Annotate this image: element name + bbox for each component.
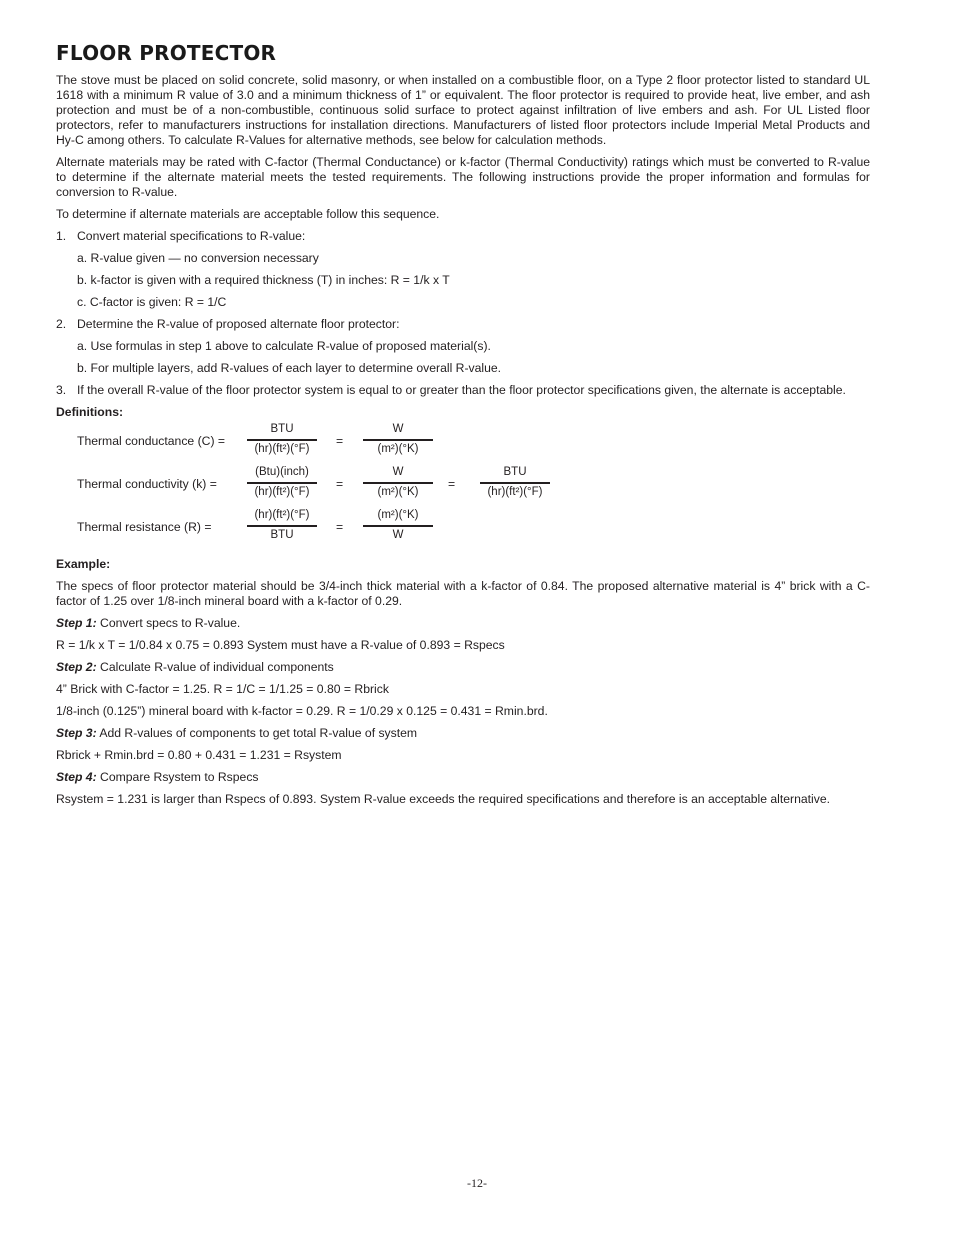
list-item <box>56 229 870 244</box>
list-number: 3. <box>56 383 67 397</box>
document-page <box>56 38 870 807</box>
definition-row <box>56 422 870 465</box>
page-number: -12- <box>467 1176 487 1190</box>
sub-item: b. For multiple layers, add R-values of each layer to determine overall R-value. <box>77 361 502 375</box>
equals-sign: = <box>448 477 456 491</box>
intro-paragraph-1: The stove must be placed on solid concrete, solid masonry, or when installed on a combustible floor, on a Type 2 floor protector listed to standard UL 1618 with a minimum R value of 3.0 and a minimum thickness of 1” or equivalent. The floor protector is required to provide heat, live ember, and ash protection and must be of a non-combustible, continuous solid surface to protect against infiltration of live embers and ash. For UL Listed floor protectors, refer to manufacturers instructions for installation directions. Manufacturers of listed floor protectors include Imperial Metal Products and Hy-C among others. To calculate R-Values for alternative methods, see below for calculation methods. <box>56 73 870 147</box>
step-3: Step 3: Add R-values of components to get total R-value of system <box>56 726 418 740</box>
fraction <box>247 465 317 500</box>
definitions-heading: Definitions: <box>56 405 124 419</box>
page-title: FLOOR PROTECTOR <box>56 41 277 65</box>
step-label: Step 1: <box>56 616 97 630</box>
equals-sign: = <box>336 520 344 534</box>
list-text: Determine the R-value of proposed alternate floor protector: <box>77 317 400 331</box>
fraction <box>363 422 433 457</box>
step-label: Step 2: <box>56 660 97 674</box>
sub-item: c. C-factor is given: R = 1/C <box>77 295 227 309</box>
denominator: BTU <box>270 529 294 541</box>
denominator: W <box>392 529 404 541</box>
numerator: (hr)(ft²)(°F) <box>247 508 317 527</box>
list-text: Convert material specifications to R-value: <box>77 229 306 243</box>
fraction <box>247 422 317 457</box>
list-number: 1. <box>56 229 67 243</box>
list-number: 2. <box>56 317 67 331</box>
numerator: (m²)(°K) <box>363 508 433 527</box>
numerator: (Btu)(inch) <box>247 465 317 484</box>
sub-item: a. R-value given — no conversion necessary <box>77 251 319 265</box>
example-text: The specs of floor protector material should be 3/4-inch thick material with a k-factor of 0.84. The proposed alternative material is 4” brick with a C-factor of 1.25 over 1/8-inch mineral board with a k-factor of 0.29. <box>56 579 870 608</box>
calc-line: Rbrick + Rmin.brd = 0.80 + 0.431 = 1.231 = Rsystem <box>56 748 342 762</box>
numerator: BTU <box>480 465 550 484</box>
definition-label: Thermal resistance (R) = <box>77 520 212 534</box>
numerator: W <box>363 422 433 441</box>
list-item <box>56 383 870 398</box>
sub-item: b. k-factor is given with a required thickness (T) in inches: R = 1/k x T <box>77 273 450 287</box>
numerator: BTU <box>247 422 317 441</box>
step-2: Step 2: Calculate R-value of individual components <box>56 660 334 674</box>
denominator: (hr)(ft²)(°F) <box>254 443 310 455</box>
intro-paragraph-2: Alternate materials may be rated with C-factor (Thermal Conductance) or k-factor (Thermal Conductivity) ratings which must be converted to R-value to determine if the alternate material meets the tested requirements. The following instructions provide the proper information and formulas for conversion to R-value. <box>56 155 870 199</box>
definition-label: Thermal conductance (C) = <box>77 434 226 448</box>
step-label: Step 4: <box>56 770 97 784</box>
calc-line: 4” Brick with C-factor = 1.25. R = 1/C = 1/1.25 = 0.80 = Rbrick <box>56 682 389 696</box>
denominator: (hr)(ft²)(°F) <box>254 486 310 498</box>
denominator: (hr)(ft²)(°F) <box>487 486 543 498</box>
denominator: (m²)(°K) <box>377 443 419 455</box>
fraction <box>247 508 317 543</box>
step-4: Step 4: Compare Rsystem to Rspecs <box>56 770 259 784</box>
fraction <box>363 465 433 500</box>
calc-line: 1/8-inch (0.125”) mineral board with k-factor = 0.29. R = 1/0.29 x 0.125 = 0.431 = Rmin.brd. <box>56 704 548 718</box>
intro-paragraph-3: To determine if alternate materials are acceptable follow this sequence. <box>56 207 440 221</box>
list-item <box>56 317 870 332</box>
sub-item: a. Use formulas in step 1 above to calculate R-value of proposed material(s). <box>77 339 491 353</box>
definition-label: Thermal conductivity (k) = <box>77 477 217 491</box>
definition-row <box>56 465 870 508</box>
example-heading: Example: <box>56 557 111 571</box>
step-1: Step 1: Convert specs to R-value. <box>56 616 241 630</box>
equals-sign: = <box>336 434 344 448</box>
definitions-block <box>56 422 870 551</box>
numerator: W <box>363 465 433 484</box>
definition-row <box>56 508 870 551</box>
equals-sign: = <box>336 477 344 491</box>
fraction <box>363 508 433 543</box>
fraction <box>480 465 550 500</box>
list-text: If the overall R-value of the floor protector system is equal to or greater than the floor protector specifications given, the alternate is acceptable. <box>77 383 846 397</box>
step-label: Step 3: <box>56 726 97 740</box>
steps-list <box>56 229 870 398</box>
conclusion-line: Rsystem = 1.231 is larger than Rspecs of 0.893. System R-value exceeds the required specifications and therefore is an acceptable alternative. <box>56 792 830 806</box>
calc-line: R = 1/k x T = 1/0.84 x 0.75 = 0.893 System must have a R-value of 0.893 = Rspecs <box>56 638 505 652</box>
denominator: (m²)(°K) <box>377 486 419 498</box>
